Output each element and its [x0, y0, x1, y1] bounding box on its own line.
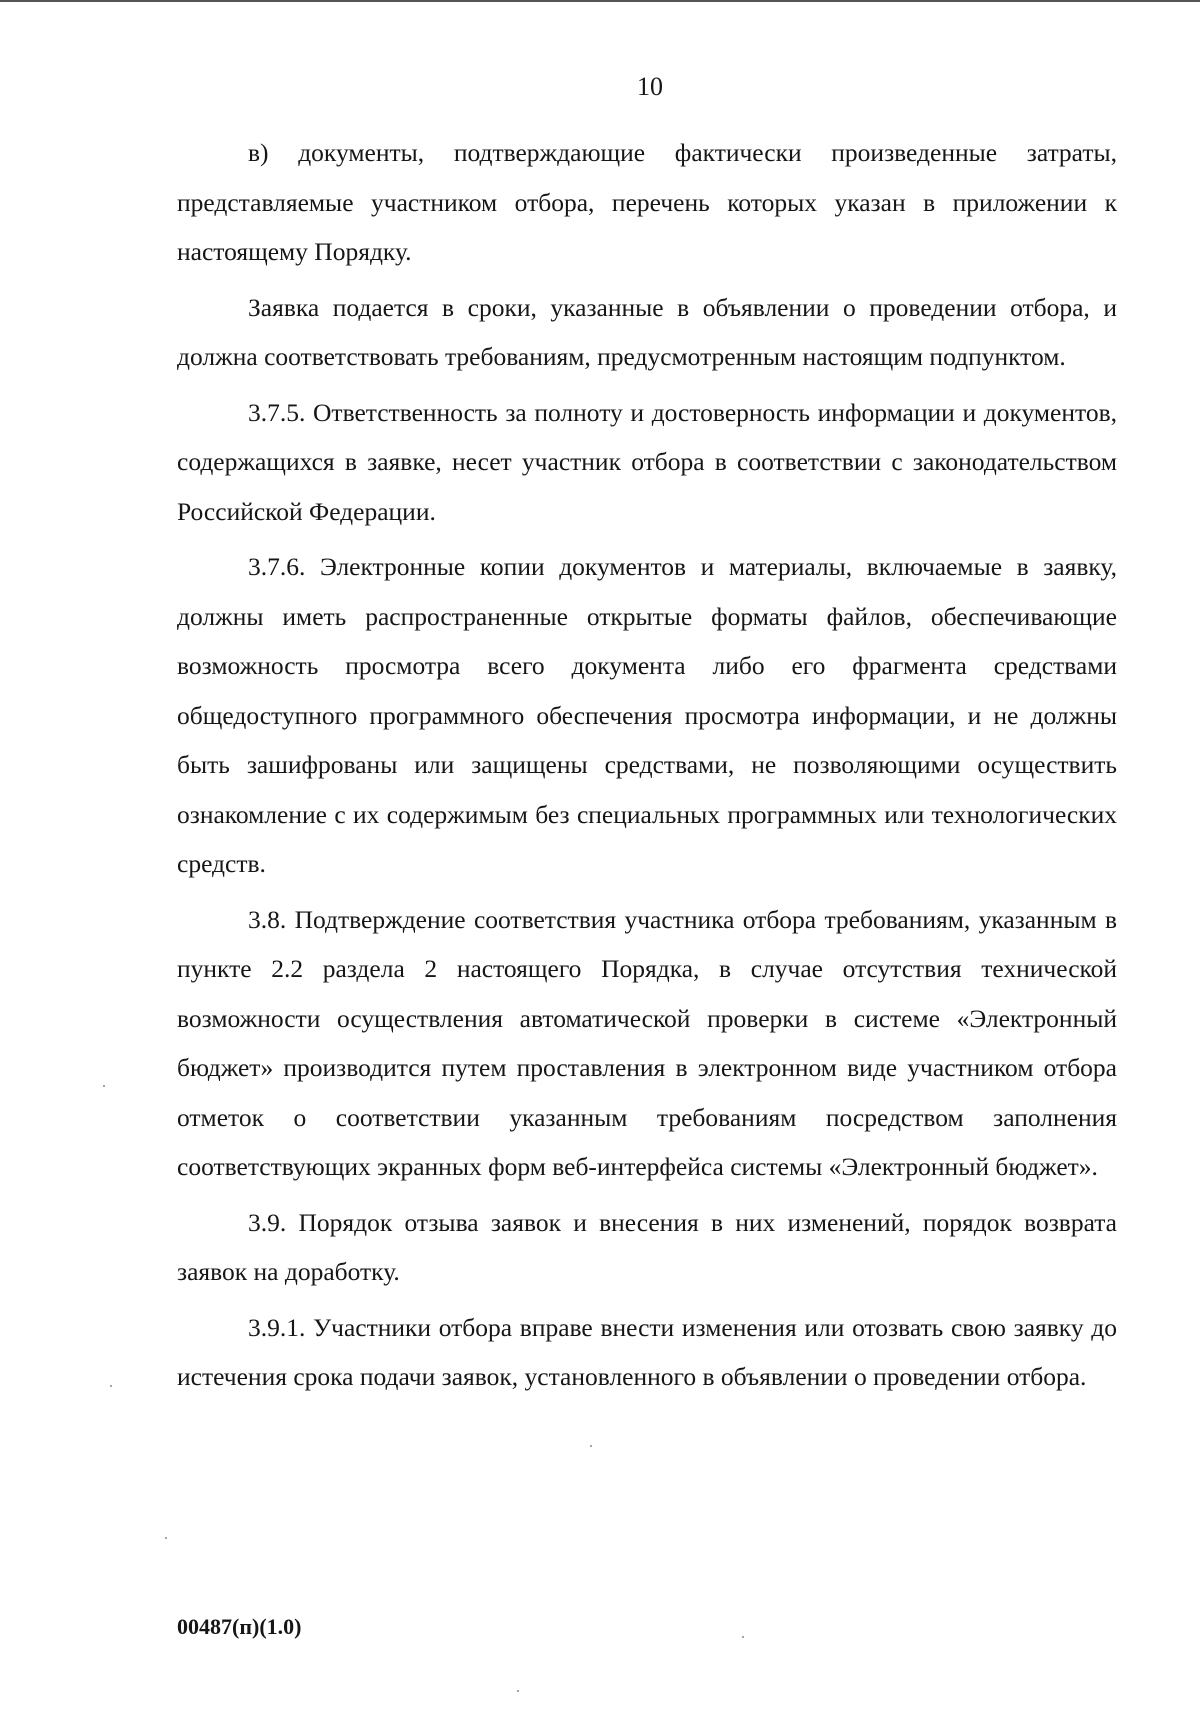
paragraph-3-7-6: 3.7.6. Электронные копии документов и материалы, включаемые в заявку, должны иметь распространенные открытые форматы файлов, обеспечивающие возможность просмотра всего документа либо его фрагмента средствами общедоступного программного обеспечения просмотра информации, и не должны быть зашифрованы или защищены средствами, не позволяющими осуществить ознакомление с их содержимым без специальных программных или технологических средств.	[177, 552, 1117, 878]
paragraph-application-deadline: Заявка подается в сроки, указанные в объявлении о проведении отбора, и должна соответствовать требованиям, предусмотренным настоящим подпунктом.	[177, 292, 1117, 371]
scan-speck	[742, 1636, 744, 1638]
paragraph-3-9: 3.9. Порядок отзыва заявок и внесения в них изменений, порядок возврата заявок на доработку.	[177, 1207, 1117, 1286]
scan-top-edge	[0, 0, 1200, 2]
scan-speck	[165, 1537, 167, 1539]
scan-speck	[590, 1445, 592, 1447]
scan-speck	[103, 1085, 105, 1087]
document-body	[177, 128, 1117, 1408]
paragraph-documents-costs: в) документы, подтверждающие фактически произведенные затраты, представляемые участником отбора, перечень которых указан в приложении к настоящему Порядку.	[177, 138, 1117, 266]
scan-speck	[110, 1385, 112, 1387]
paragraph-3-8: 3.8. Подтверждение соответствия участника отбора требованиям, указанным в пункте 2.2 раздела 2 настоящего Порядка, в случае отсутствия технической возможности осуществления автоматической проверки в системе «Электронный бюджет» производится путем проставления в электронном виде участником отбора отметок о соответствии указанным требованиям посредством заполнения соответствующих экранных форм веб-интерфейса системы «Электронный бюджет».	[177, 904, 1117, 1181]
paragraph-3-9-1: 3.9.1. Участники отбора вправе внести изменения или отозвать свою заявку до истечения срока подачи заявок, установленного в объявлении о проведении отбора.	[177, 1312, 1117, 1391]
scan-speck	[517, 1690, 519, 1692]
paragraph-3-7-5: 3.7.5. Ответственность за полноту и достоверность информации и документов, содержащихся в заявке, несет участник отбора в соответствии с законодательством Российской Федерации.	[177, 397, 1117, 526]
page-number: 10	[637, 72, 663, 101]
document-code: 00487(п)(1.0)	[177, 1614, 302, 1639]
